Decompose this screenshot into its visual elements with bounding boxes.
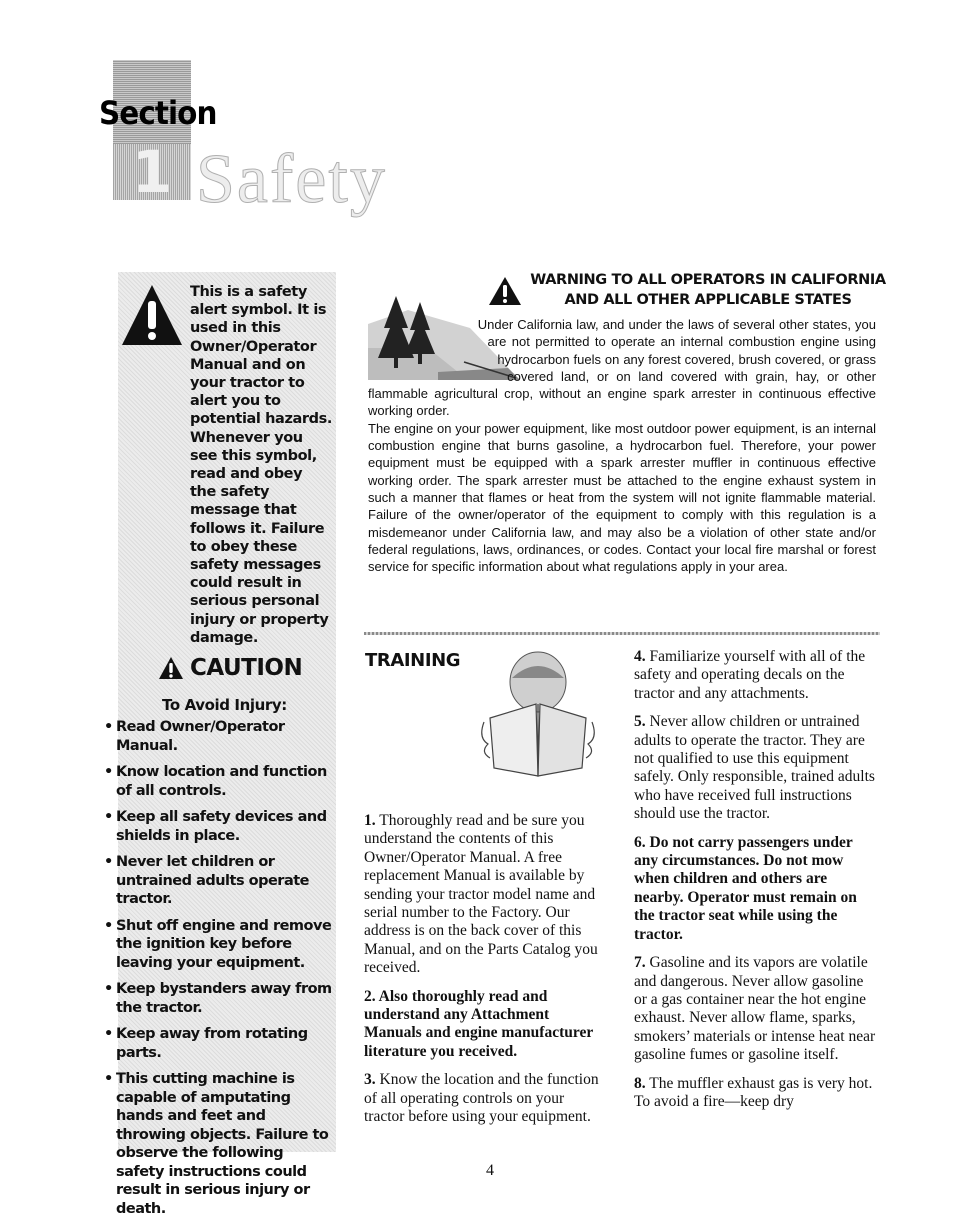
warning-body — [368, 316, 876, 575]
warning-title-line2: AND ALL OTHER APPLICABLE STATES — [564, 292, 852, 308]
caution-heading — [158, 655, 302, 681]
training-item: 6. Do not carry passengers under any circumstances. Do not mow when children and others are nearby. Operator must remain on the tractor seat while using the tractor. — [634, 833, 857, 943]
caution-item: • Know location and function of all controls. — [104, 763, 332, 800]
person-reading-manual-icon — [478, 648, 598, 780]
training-item: 5. Never allow children or untrained adults to operate the tractor. They are not qualified to use this equipment safely. Only responsible, trained adults who have received full instructions should use the tractor. — [634, 713, 875, 823]
caution-title: CAUTION — [190, 655, 303, 681]
caution-item: • This cutting machine is capable of amputating hands and feet and throwing objects. Failure to observe the following safety instructions could result in serious injury or death. — [104, 1070, 332, 1218]
training-item: 7. Gasoline and its vapors are volatile and dangerous. Never allow gasoline or a gas container near the hot engine exhaust. Never allow flame, sparks, smokers’ materials or intense heat near gasoline fumes or gasoline itself. — [634, 954, 876, 1064]
training-column-left — [364, 812, 606, 1137]
warning-title-line1: WARNING TO ALL OPERATORS IN CALIFORNIA — [530, 272, 886, 288]
training-heading: TRAINING — [365, 650, 461, 671]
caution-item: • Keep bystanders away from the tractor. — [104, 980, 332, 1017]
safety-alert-triangle-icon — [120, 283, 184, 347]
section-divider — [364, 632, 880, 635]
warning-paragraph-1: Under California law, and under the laws of several other states, you are not permitted to operate an internal combustion engine using hydrocarbon fuels on any forest covered, brush covered, or grass covered land, or on land covered with grain, hay, or other flammable agricultural crop, without an engine spark arrester in continuous effective working order. — [368, 317, 876, 419]
caution-item: • Never let children or untrained adults operate tractor. — [104, 853, 332, 909]
caution-item: • Read Owner/Operator Manual. — [104, 718, 332, 755]
safety-alert-text: This is a safety alert symbol. It is used in this Owner/Operator Manual and on your tractor to alert you to potential hazards. Whenever you see this symbol, read and obey the safety message that follows it. Failure to obey these safety messages could result in serious personal injury or property damage. — [190, 284, 332, 646]
caution-triangle-icon — [158, 656, 184, 680]
training-column-right — [634, 648, 878, 1121]
page-title: Safety — [196, 141, 387, 218]
training-item: 8. The muffler exhaust gas is very hot. To avoid a fire—keep dry — [634, 1074, 873, 1110]
caution-item: • Shut off engine and remove the ignition key before leaving your equipment. — [104, 917, 332, 973]
training-item: 3. Know the location and the function of all operating controls on your tractor before using your equipment. — [364, 1071, 599, 1126]
section-label: Section — [99, 94, 217, 132]
section-number: 1 — [131, 138, 173, 206]
caution-item: • Keep all safety devices and shields in place. — [104, 808, 332, 845]
caution-subheading: To Avoid Injury: — [162, 696, 287, 714]
page-number: 4 — [486, 1162, 494, 1179]
caution-item: • Keep away from rotating parts. — [104, 1025, 332, 1062]
training-item: 2. Also thoroughly read and understand any Attachment Manuals and engine manufacturer literature you received. — [364, 987, 593, 1060]
training-item: 1. Thoroughly read and be sure you understand the contents of this Owner/Operator Manual. A free replacement Manual is available by sending your tractor model name and serial number to the Factory. Our address is on the back cover of this Manual, and on the Parts Catalog you received. — [364, 812, 598, 977]
training-item: 4. Familiarize yourself with all of the safety and operating decals on the tractor and any attachments. — [634, 648, 866, 702]
warning-paragraph-2: The engine on your power equipment, like most outdoor power equipment, is an internal combustion engine that burns gasoline, a hydrocarbon fuel. Therefore, your power equipment must be equipped with a spark arrester muffler in continuous effective working order. The spark arrester must be attached to the engine exhaust system in such a manner that flames or heat from the system will not ignite flammable material. Failure of the owner/operator of the equipment to comply with this regulation is a misdemeanor under California law, and may also be a violation of other state and/or federal regulations, laws, ordinances, or codes. Contact your local fire marshal or forest service for specific information about what regulations apply in your area. — [368, 420, 876, 575]
warning-title — [528, 270, 888, 310]
caution-list — [104, 718, 332, 1226]
